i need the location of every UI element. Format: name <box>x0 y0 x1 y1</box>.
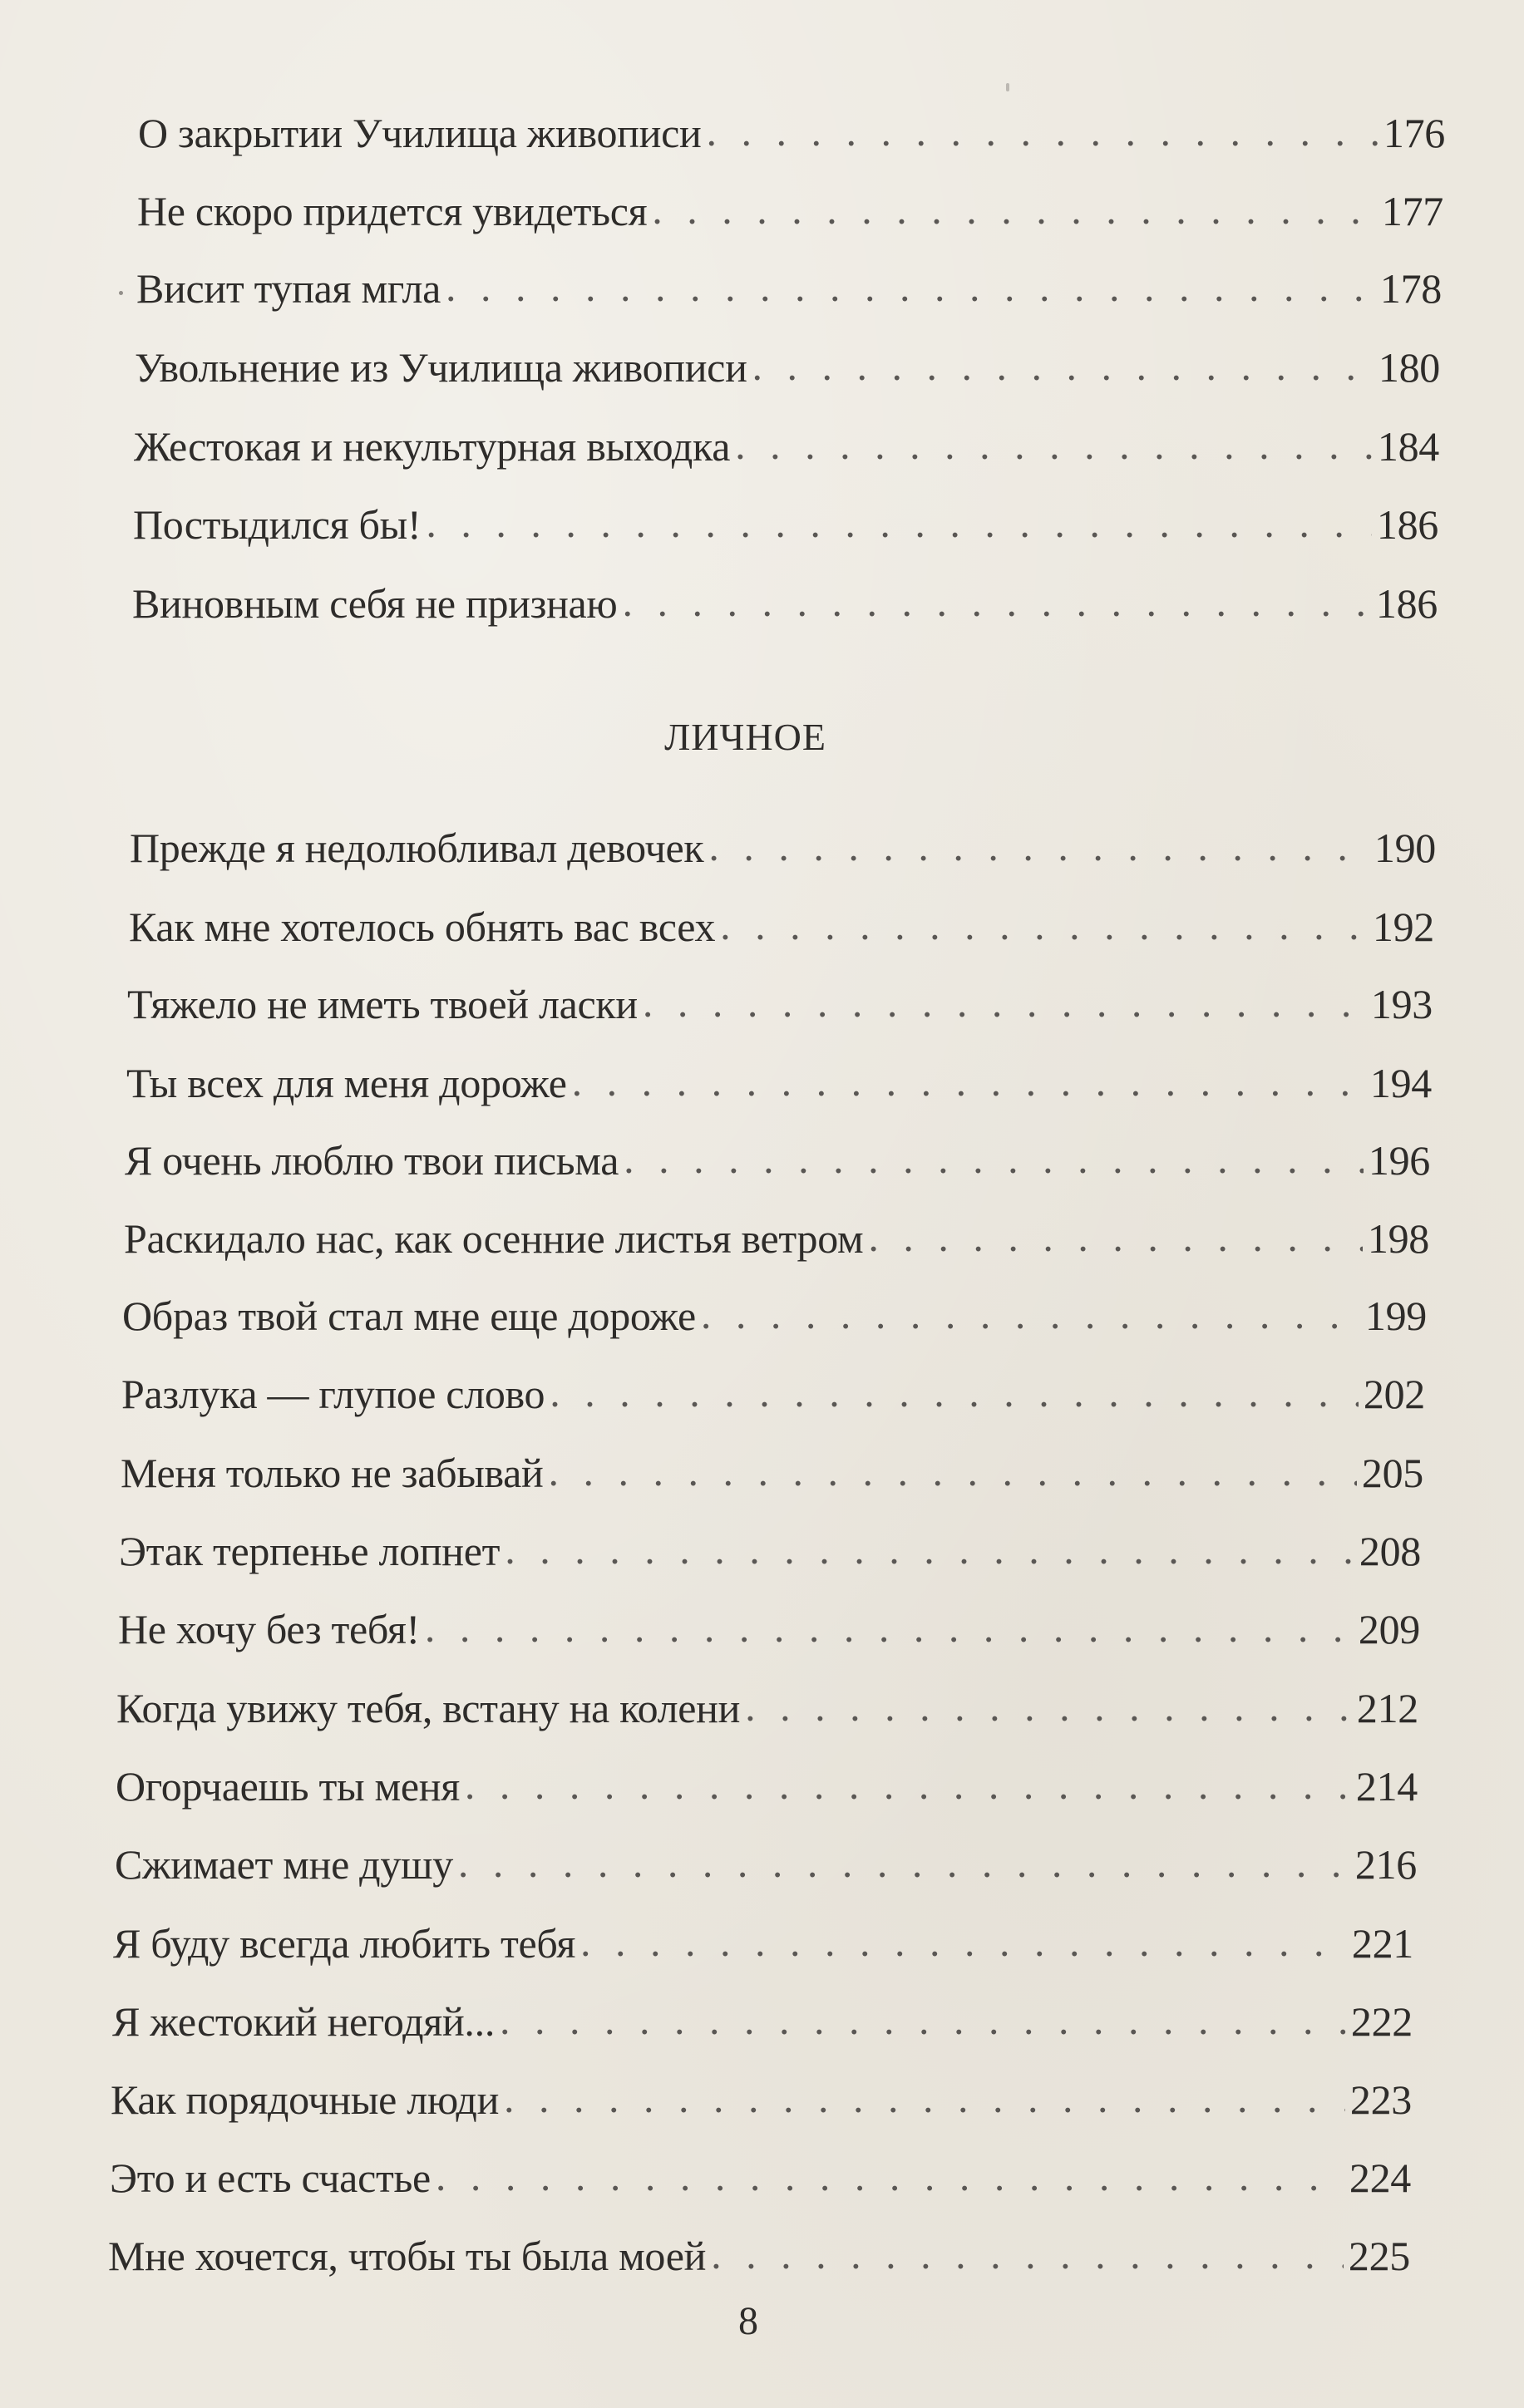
toc-entry-page: 186 <box>1375 580 1438 627</box>
toc-entry-page: 194 <box>1369 1060 1432 1106</box>
leader-dots <box>425 1603 1354 1652</box>
leader-dots <box>643 977 1366 1027</box>
toc-entry-title: Не хочу без тебя! <box>118 1606 420 1652</box>
toc-entry-title: Сжимает мне душу <box>115 1841 453 1888</box>
toc-entry <box>134 405 1439 471</box>
toc-entry-title: Образ твой стал мне еще дороже <box>122 1293 696 1339</box>
toc-entry-title: Я буду всегда любить тебя <box>113 1920 576 1967</box>
toc-entry-page: 222 <box>1350 1998 1413 2045</box>
toc-entry <box>121 1352 1425 1419</box>
toc-entry-page: 212 <box>1356 1685 1418 1731</box>
toc-entry <box>116 1667 1418 1733</box>
leader-dots <box>550 1367 1359 1417</box>
toc-entry-title: Я очень люблю твои письма <box>125 1137 619 1184</box>
toc-entry-page: 216 <box>1354 1841 1417 1888</box>
toc-entry-page: 196 <box>1368 1137 1430 1184</box>
toc-entry <box>138 91 1445 158</box>
toc-entry-title: Постыдился бы! <box>133 501 422 548</box>
page-number: 8 <box>738 2299 758 2343</box>
leader-dots <box>458 1838 1350 1888</box>
leader-dots <box>752 341 1374 391</box>
leader-dots <box>706 106 1378 156</box>
toc-entry-title: Это и есть счастье <box>110 2154 431 2201</box>
toc-entry-title: Виновным себя не признаю <box>132 580 618 627</box>
leader-dots <box>436 2151 1344 2201</box>
toc-entry-page: 192 <box>1372 904 1434 950</box>
toc-entry-page: 186 <box>1376 501 1438 548</box>
toc-entry <box>135 326 1440 392</box>
toc-entry-title: Огорчаешь ты меня <box>116 1763 460 1810</box>
toc-entry-title: Тяжело не иметь твоей ласки <box>127 981 638 1027</box>
toc-entry-title: О закрытии Училища живописи <box>138 110 702 156</box>
toc-entry <box>127 963 1433 1029</box>
leader-dots <box>426 498 1372 548</box>
toc-entry-title: Как мне хотелось обнять вас всех <box>129 904 716 950</box>
toc-entry-title: Меня только не забывай <box>121 1450 544 1496</box>
toc-entry-page: 224 <box>1349 2154 1411 2201</box>
toc-entry-page: 178 <box>1379 265 1442 312</box>
toc-entry <box>119 1509 1421 1576</box>
toc-entry <box>133 483 1438 549</box>
toc-entry <box>112 1980 1413 2046</box>
scan-smudge <box>1006 83 1009 91</box>
toc-entry <box>111 2058 1412 2125</box>
toc-entry-page: 190 <box>1374 825 1436 871</box>
toc-entry <box>126 1041 1432 1108</box>
toc-entry-page: 198 <box>1367 1215 1429 1262</box>
leader-dots <box>624 1134 1364 1184</box>
toc-entry-title: Когда увижу тебя, встану на колени <box>116 1685 741 1731</box>
toc-entry <box>125 1119 1430 1185</box>
toc-entry <box>132 562 1438 628</box>
toc-entry <box>136 247 1442 313</box>
toc-entry-title: Как порядочные люди <box>111 2076 500 2123</box>
leader-dots <box>465 1760 1351 1810</box>
toc-entry-title: Висит тупая мгла <box>136 265 441 312</box>
toc-entry-page: 184 <box>1377 423 1439 470</box>
leader-dots <box>500 1995 1346 2045</box>
toc-entry-page: 208 <box>1359 1528 1421 1574</box>
leader-dots <box>745 1682 1352 1731</box>
toc-entry-title: Этак терпенье лопнет <box>119 1528 501 1574</box>
leader-dots <box>708 821 1369 871</box>
toc-entry-title: Жестокая и некультурная выходка <box>134 423 731 470</box>
toc-entry <box>118 1588 1420 1654</box>
leader-dots <box>446 262 1375 312</box>
toc-entry-page: 223 <box>1349 2076 1412 2123</box>
toc-entry <box>137 170 1443 236</box>
toc-entry <box>122 1274 1427 1341</box>
toc-entry-page: 180 <box>1378 344 1440 391</box>
toc-entry <box>121 1431 1423 1498</box>
leader-dots <box>652 185 1377 234</box>
toc-entry <box>124 1197 1429 1263</box>
leader-dots <box>701 1289 1360 1339</box>
toc-entry-page: 202 <box>1363 1371 1425 1417</box>
leader-dots <box>572 1056 1365 1106</box>
toc-entry-page: 225 <box>1348 2233 1410 2279</box>
scan-dot <box>119 291 123 295</box>
toc-entry-page: 193 <box>1370 981 1433 1027</box>
toc-entry-page: 221 <box>1351 1920 1413 1967</box>
leader-dots <box>720 900 1368 950</box>
toc-entry <box>115 1823 1417 1889</box>
toc-entry <box>113 1902 1413 1968</box>
leader-dots <box>580 1917 1347 1967</box>
toc-entry <box>116 1745 1418 1811</box>
leader-dots <box>711 2229 1344 2279</box>
leader-dots <box>868 1212 1363 1262</box>
toc-entry-title: Не скоро придется увидеться <box>137 188 648 234</box>
toc-entry <box>110 2136 1411 2203</box>
toc-entry-page: 177 <box>1381 188 1443 234</box>
toc-entry-page: 199 <box>1364 1293 1427 1339</box>
section-heading: ЛИЧНОЕ <box>664 716 826 758</box>
toc-entry-title: Раскидало нас, как осенние листья ветром <box>124 1215 864 1262</box>
toc-entry-title: Я жестокий негодяй... <box>112 1998 496 2045</box>
leader-dots <box>622 577 1370 627</box>
toc-entry-title: Прежде я недолюбливал девочек <box>130 825 704 871</box>
toc-entry <box>108 2214 1410 2281</box>
toc-entry-page: 176 <box>1383 110 1445 156</box>
leader-dots <box>504 2073 1345 2123</box>
toc-entry <box>129 885 1434 952</box>
leader-dots <box>505 1524 1354 1574</box>
toc-entry-title: Увольнение из Училища живописи <box>135 344 747 391</box>
toc-entry-page: 205 <box>1361 1450 1423 1496</box>
toc-entry-page: 214 <box>1355 1763 1418 1810</box>
toc-entry <box>130 806 1436 873</box>
toc-entry-page: 209 <box>1358 1606 1420 1652</box>
toc-entry-title: Мне хочется, чтобы ты была моей <box>108 2233 707 2279</box>
leader-dots <box>549 1446 1357 1496</box>
leader-dots <box>735 420 1373 470</box>
toc-entry-title: Разлука — глупое слово <box>121 1371 545 1417</box>
toc-entry-title: Ты всех для меня дороже <box>126 1060 567 1106</box>
